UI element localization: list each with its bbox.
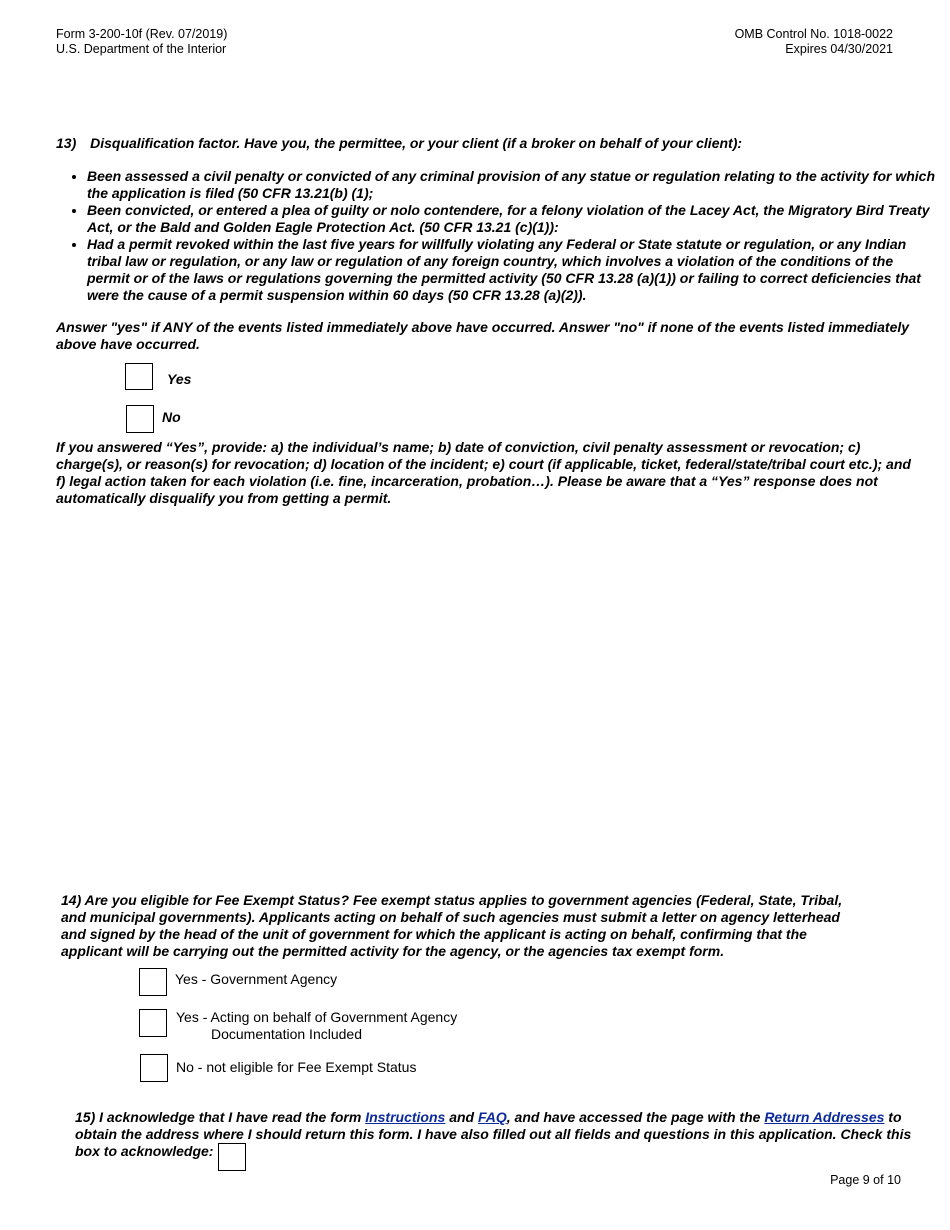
instructions-link[interactable]: Instructions <box>365 1109 446 1125</box>
q15-text-part4: to obtain the address where I should return this form. I have also filled out all fields and questions in this application. Check this box to acknowledge: <box>75 1109 912 1159</box>
q15-text-part2: and <box>445 1109 478 1125</box>
q13-number: 13) <box>56 135 77 151</box>
q13-bullet-list <box>58 168 937 304</box>
omb-control-number: OMB Control No. 1018-0022 <box>734 27 893 41</box>
q14-behalf-checkbox[interactable] <box>139 1009 167 1037</box>
department-name: U.S. Department of the Interior <box>56 42 227 56</box>
q13-bullet: • Had a permit revoked within the last five years for willfully violating any Federal or State statute or regulation, or any Indian tribal law or regulation, or any law or regulation of any foreign country, which involves a violation of the conditions of the permit or of the laws or regulations governing the permitted activity (50 CFR 13.28 (a)(1)) or failing to correct deficiencies that were the cause of a permit suspension within 60 days (50 CFR 13.28 (a)(2)). <box>87 236 937 304</box>
form-header-right <box>735 27 893 57</box>
page-number: Page 9 of 10 <box>830 1173 901 1187</box>
q13-yes-label: Yes <box>167 371 192 387</box>
expiration-date: Expires 04/30/2021 <box>785 42 893 56</box>
q13-no-label: No <box>162 409 181 425</box>
q15-text-part1: 15) I acknowledge that I have read the form <box>75 1109 366 1125</box>
return-addresses-link[interactable]: Return Addresses <box>764 1109 885 1125</box>
q13-bullet: • Been convicted, or entered a plea of guilty or nolo contendere, for a felony violation of the Lacey Act, the Migratory Bird Treaty Act, or the Bald and Golden Eagle Protection Act. (50 CFR 13.21 (c)(1)): <box>87 202 937 236</box>
form-number: Form 3-200-10f (Rev. 07/2019) <box>56 27 228 41</box>
q14-not-eligible-checkbox[interactable] <box>140 1054 168 1082</box>
q14-behalf-label-line1: Yes - Acting on behalf of Government Agency <box>176 1009 458 1025</box>
q13-question <box>56 135 926 152</box>
q14-behalf-label-line2: Documentation Included <box>211 1026 362 1042</box>
q13-bullet: • Been assessed a civil penalty or convicted of any criminal provision of any statue or regulation relating to the activity for which the application is filed (50 CFR 13.21(b) (1); <box>87 168 937 202</box>
q13-yes-checkbox[interactable] <box>125 363 153 390</box>
q13-question-text: Disqualification factor. Have you, the permittee, or your client (if a broker on behalf of your client): <box>90 135 743 151</box>
form-header-left <box>56 27 227 57</box>
q13-followup-instructions: If you answered “Yes”, provide: a) the individual’s name; b) date of conviction, civil penalty assessment or revocation; c) charge(s), or reason(s) for revocation; d) location of the incident; e) court (if applicable, ticket, federal/state/tribal court etc.); and f) legal action taken for each violation (i.e. fine, incarceration, probation…). Please be aware that a “Yes” response does not automatically disqualify you from getting a permit. <box>56 439 911 506</box>
faq-link[interactable]: FAQ <box>478 1109 507 1125</box>
q13-no-checkbox[interactable] <box>126 405 154 433</box>
q15-text-part3: , and have accessed the page with the <box>506 1109 765 1125</box>
q15-acknowledge-checkbox[interactable] <box>218 1143 246 1171</box>
q14-gov-agency-label: Yes - Government Agency <box>175 971 338 987</box>
q14-not-eligible-label: No - not eligible for Fee Exempt Status <box>176 1059 417 1075</box>
q14-gov-agency-checkbox[interactable] <box>139 968 167 996</box>
q14-behalf-label <box>176 1009 457 1043</box>
q14-question: 14) Are you eligible for Fee Exempt Status? Fee exempt status applies to government agencies (Federal, State, Tribal, and municipal governments). Applicants acting on behalf of such agencies must submit a letter on agency letterhead and signed by the head of the unit of government for which the applicant is acting on behalf, confirming that the applicant will be carrying out the permitted activity for the agency, or the agencies tax exempt form. <box>61 892 843 959</box>
q13-answer-instruction: Answer "yes" if ANY of the events listed immediately above have occurred. Answer "no" if none of the events listed immediately above have occurred. <box>56 319 910 352</box>
q15-acknowledgement <box>75 1109 915 1160</box>
